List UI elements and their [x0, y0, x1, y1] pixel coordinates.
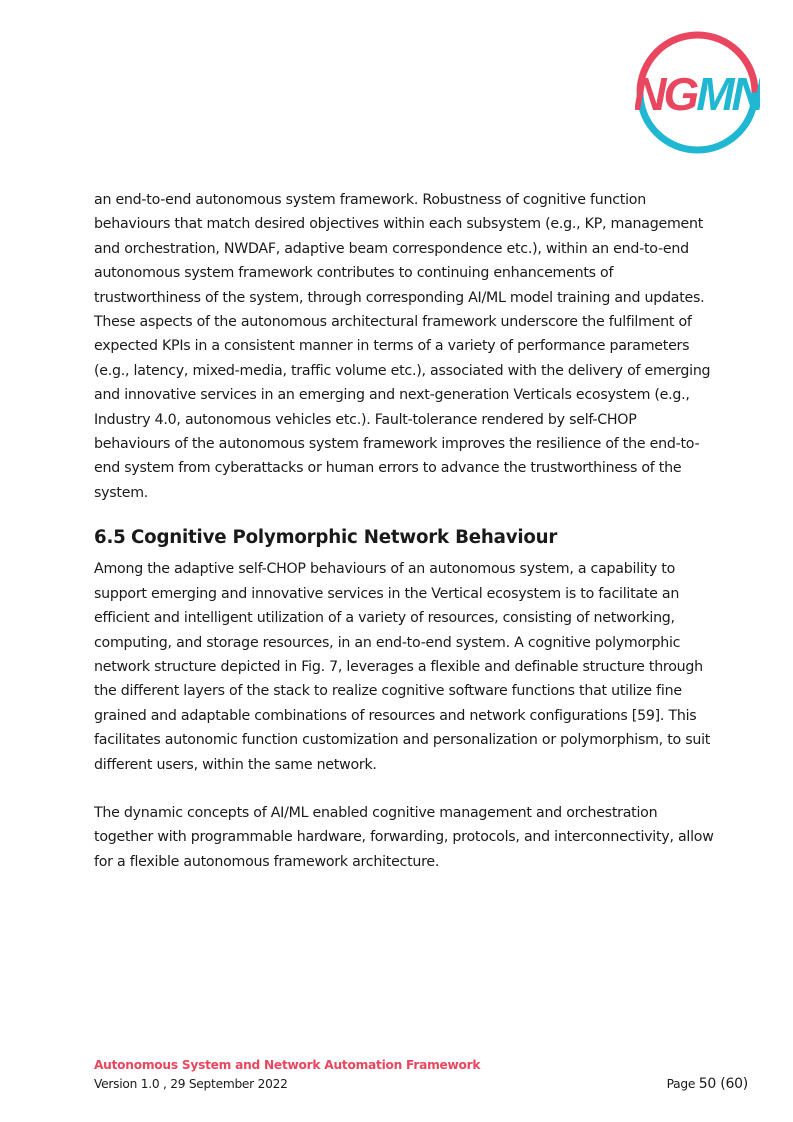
logo-wordmark: NGMN: [635, 68, 760, 120]
section-number: 6.5: [94, 527, 126, 549]
ngmn-logo-graphic: [635, 30, 760, 155]
page-label: Page: [666, 1077, 696, 1091]
footer-version: Version 1.0 , 29 September 2022: [94, 1077, 288, 1091]
body-paragraph-continued: an end-to-end autonomous system framework. Robustness of cognitive function behaviours that match desired objectives within each subsystem (e.g., KP, management and orchestration, NWDAF, adaptive beam correspondence etc.), within an end-to-end autonomous system framework contributes to continuing enhancements of trustworthiness of the system, through corresponding AI/ML model training and updates. These aspects of the autonomous architectural framework underscore the fulfilment of expected KPIs in a consistent manner in terms of a variety of performance parameters (e.g., latency, mixed-media, traffic volume etc.), associated with the delivery of emerging and innovative services in an emerging and next-generation Verticals ecosystem (e.g., Industry 4.0, autonomous vehicles etc.). Fault-tolerance rendered by self-CHOP behaviours of the autonomous system framework improves the resilience of the end-to-end system from cyberattacks or human errors to advance the trustworthiness of the system.: [94, 192, 711, 501]
footer-page-number: [667, 1076, 748, 1092]
page-content: [94, 188, 716, 874]
page-number: 50 (60): [698, 1076, 748, 1092]
ngmn-logo: [635, 30, 760, 155]
body-paragraph-1: Among the adaptive self-CHOP behaviours of an autonomous system, a capability to support emerging and innovative services in the Vertical ecosystem is to facilitate an efficient and intelligent utilization of a variety of resources, consisting of networking, computing, and storage resources, in an end-to-end system. A cognitive polymorphic network structure depicted in Fig. 7, leverages a flexible and definable structure through the different layers of the stack to realize cognitive software functions that utilize fine grained and adaptable combinations of resources and network configurations [59]. This facilitates autonomic function customization and personalization or polymorphism, to suit different users, within the same network.: [94, 561, 711, 773]
body-paragraph-2: The dynamic concepts of AI/ML enabled cognitive management and orchestration together with programmable hardware, forwarding, protocols, and interconnectivity, allow for a flexible autonomous framework architecture.: [94, 804, 714, 870]
section-heading: [94, 525, 716, 551]
footer-doc-title: Autonomous System and Network Automation Framework: [94, 1058, 481, 1072]
section-title: Cognitive Polymorphic Network Behaviour: [131, 527, 558, 549]
